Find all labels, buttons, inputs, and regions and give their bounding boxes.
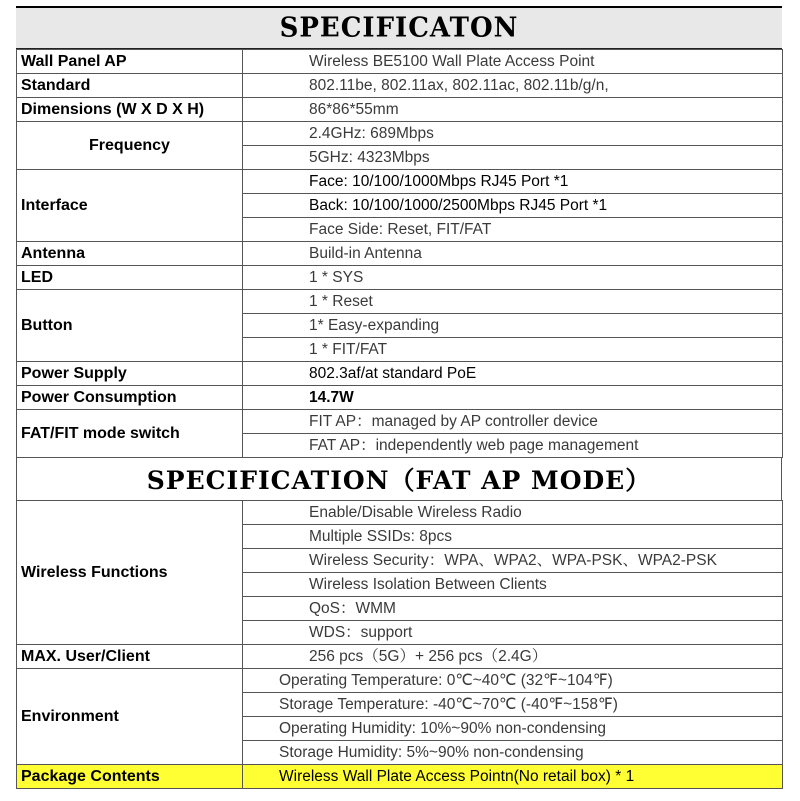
table-row [17,501,783,525]
button-label: Button [17,290,243,362]
button-value: 1 * Reset [243,290,783,314]
led-value: 1 * SYS [243,266,783,290]
wall-panel-label: Wall Panel AP [17,50,243,74]
button-value: 1* Easy-expanding [243,314,783,338]
wireless-function-value: WDS：support [243,621,783,645]
table-row [17,74,783,98]
frequency-value: 5GHz: 4323Mbps [243,146,783,170]
table-row [17,98,783,122]
package-contents-label: Package Contents [17,765,243,789]
interface-value: Back: 10/100/1000/2500Mbps RJ45 Port *1 [243,194,783,218]
environment-label: Environment [17,669,243,765]
wireless-function-value: Wireless Isolation Between Clients [243,573,783,597]
mode-switch-value: FIT AP：managed by AP controller device [243,410,783,434]
table-row [17,122,783,146]
button-value: 1 * FIT/FAT [243,338,783,362]
table-row [17,645,783,669]
wall-panel-value: Wireless BE5100 Wall Plate Access Point [243,50,783,74]
max-user-value: 256 pcs（5G）+ 256 pcs（2.4G） [243,645,783,669]
table-row [17,290,783,314]
specification-title: SPECIFICATON [279,12,519,44]
standard-value: 802.11be, 802.11ax, 802.11ac, 802.11b/g/n, [243,74,783,98]
antenna-value: Build-in Antenna [243,242,783,266]
table-row [17,386,783,410]
power-consumption-label: Power Consumption [17,386,243,410]
specification-banner [16,6,782,49]
wireless-function-value: Enable/Disable Wireless Radio [243,501,783,525]
table-row [17,50,783,74]
fat-ap-mode-title: SPECIFICATION（FAT AP MODE） [146,466,652,495]
package-contents-value: Wireless Wall Plate Access Pointn(No retail box) * 1 [243,765,783,789]
environment-value: Operating Temperature: 0℃~40℃ (32℉~104℉) [243,669,783,693]
environment-value: Operating Humidity: 10%~90% non-condensing [243,717,783,741]
frequency-label: Frequency [17,122,243,170]
antenna-label: Antenna [17,242,243,266]
mode-switch-label: FAT/FIT mode switch [17,410,243,458]
wireless-functions-label: Wireless Functions [17,501,243,645]
power-supply-label: Power Supply [17,362,243,386]
spec-table [16,49,783,458]
interface-label: Interface [17,170,243,242]
power-consumption-value: 14.7W [243,386,783,410]
interface-value: Face Side: Reset, FIT/FAT [243,218,783,242]
dimensions-label: Dimensions (W X D X H) [17,98,243,122]
fat-ap-mode-banner [16,458,782,500]
table-row [17,765,783,789]
power-supply-value: 802.3af/at standard PoE [243,362,783,386]
wireless-function-value: QoS：WMM [243,597,783,621]
led-label: LED [17,266,243,290]
frequency-value: 2.4GHz: 689Mbps [243,122,783,146]
wireless-function-value: Wireless Security：WPA、WPA2、WPA-PSK、WPA2-PSK [243,549,783,573]
table-row [17,669,783,693]
standard-label: Standard [17,74,243,98]
mode-switch-value: FAT AP：independently web page management [243,434,783,458]
wireless-function-value: Multiple SSIDs: 8pcs [243,525,783,549]
table-row [17,266,783,290]
fat-mode-table [16,500,783,789]
table-row [17,410,783,434]
table-row [17,170,783,194]
max-user-label: MAX. User/Client [17,645,243,669]
table-row [17,362,783,386]
table-row [17,242,783,266]
environment-value: Storage Temperature: -40℃~70℃ (-40℉~158℉) [243,693,783,717]
environment-value: Storage Humidity: 5%~90% non-condensing [243,741,783,765]
spec-sheet [16,6,782,789]
interface-value: Face: 10/100/1000Mbps RJ45 Port *1 [243,170,783,194]
dimensions-value: 86*86*55mm [243,98,783,122]
